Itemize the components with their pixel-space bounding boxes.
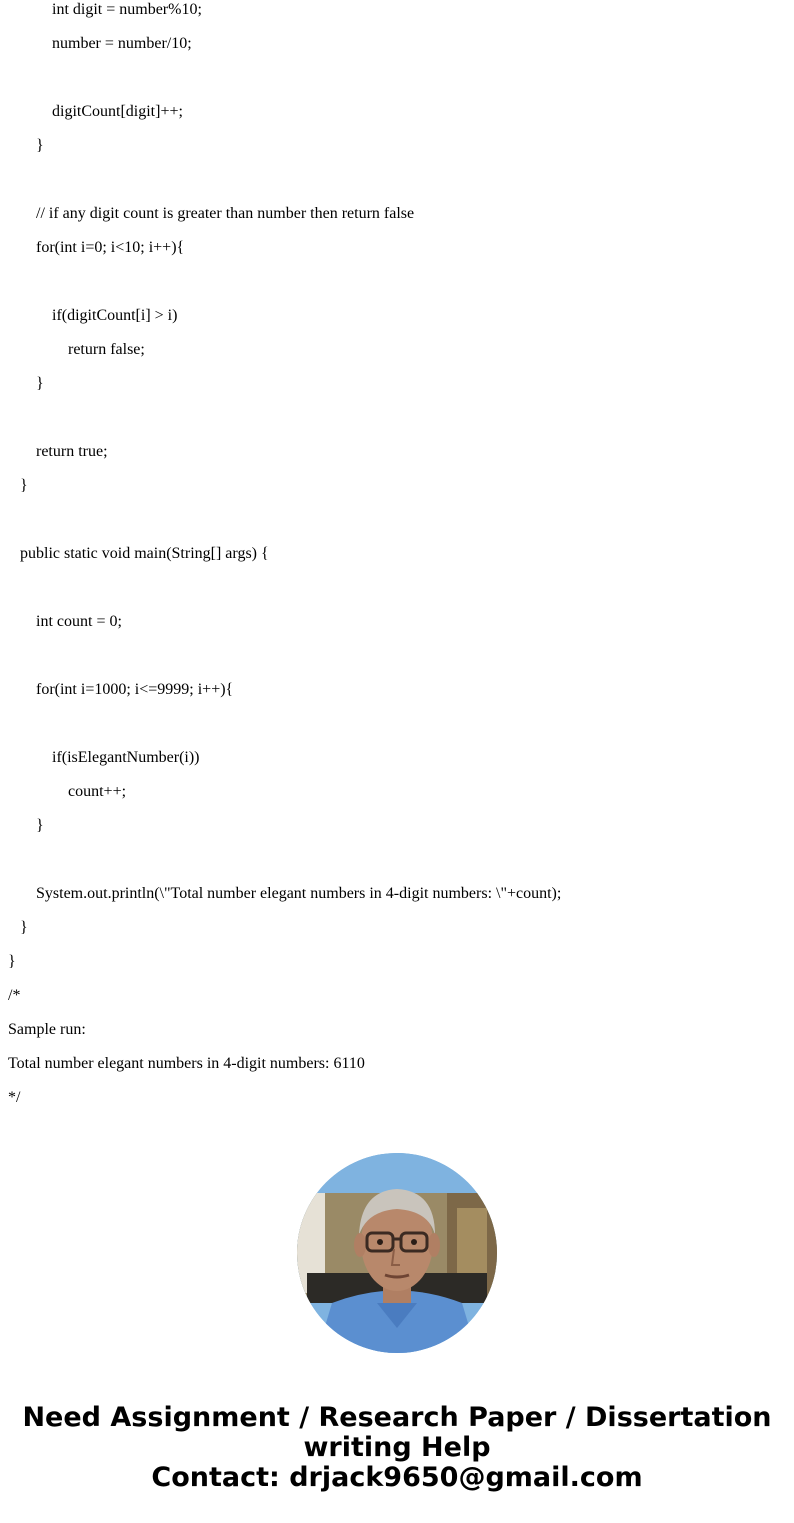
code-line: number = number/10; [52,35,192,52]
code-line: Sample run: [8,1021,86,1038]
code-line: count++; [68,783,127,800]
code-line: } [36,375,44,392]
code-line: digitCount[digit]++; [52,103,183,120]
code-line: int count = 0; [36,613,122,630]
code-line: /* [8,987,21,1004]
code-line: for(int i=1000; i<=9999; i++){ [36,681,234,698]
author-photo [297,1153,497,1353]
code-line: if(digitCount[i] > i) [52,307,178,324]
code-line: return true; [36,443,108,460]
code-line: } [20,477,28,494]
code-line: public static void main(String[] args) { [20,545,269,562]
code-line: for(int i=0; i<10; i++){ [36,239,185,256]
contact-email: Contact: drjack9650@gmail.com [151,1462,643,1493]
code-line: if(isElegantNumber(i)) [52,749,200,766]
code-line: } [20,919,28,936]
promo-line: Need Assignment / Research Paper / Dissertation [22,1402,772,1433]
code-line: } [36,817,44,834]
code-line: } [36,137,44,154]
promo-line: writing Help [303,1432,491,1463]
promo-banner [0,1403,794,1493]
code-line: System.out.println(\"Total number elegant numbers in 4-digit numbers: \"+count); [36,885,562,902]
code-line: Total number elegant numbers in 4-digit numbers: 6110 [8,1055,365,1072]
code-line: return false; [68,341,145,358]
code-comment: // if any digit count is greater than number then return false [36,205,415,222]
code-line: int digit = number%10; [52,1,202,18]
code-line: */ [8,1089,21,1106]
code-line: } [8,953,16,970]
